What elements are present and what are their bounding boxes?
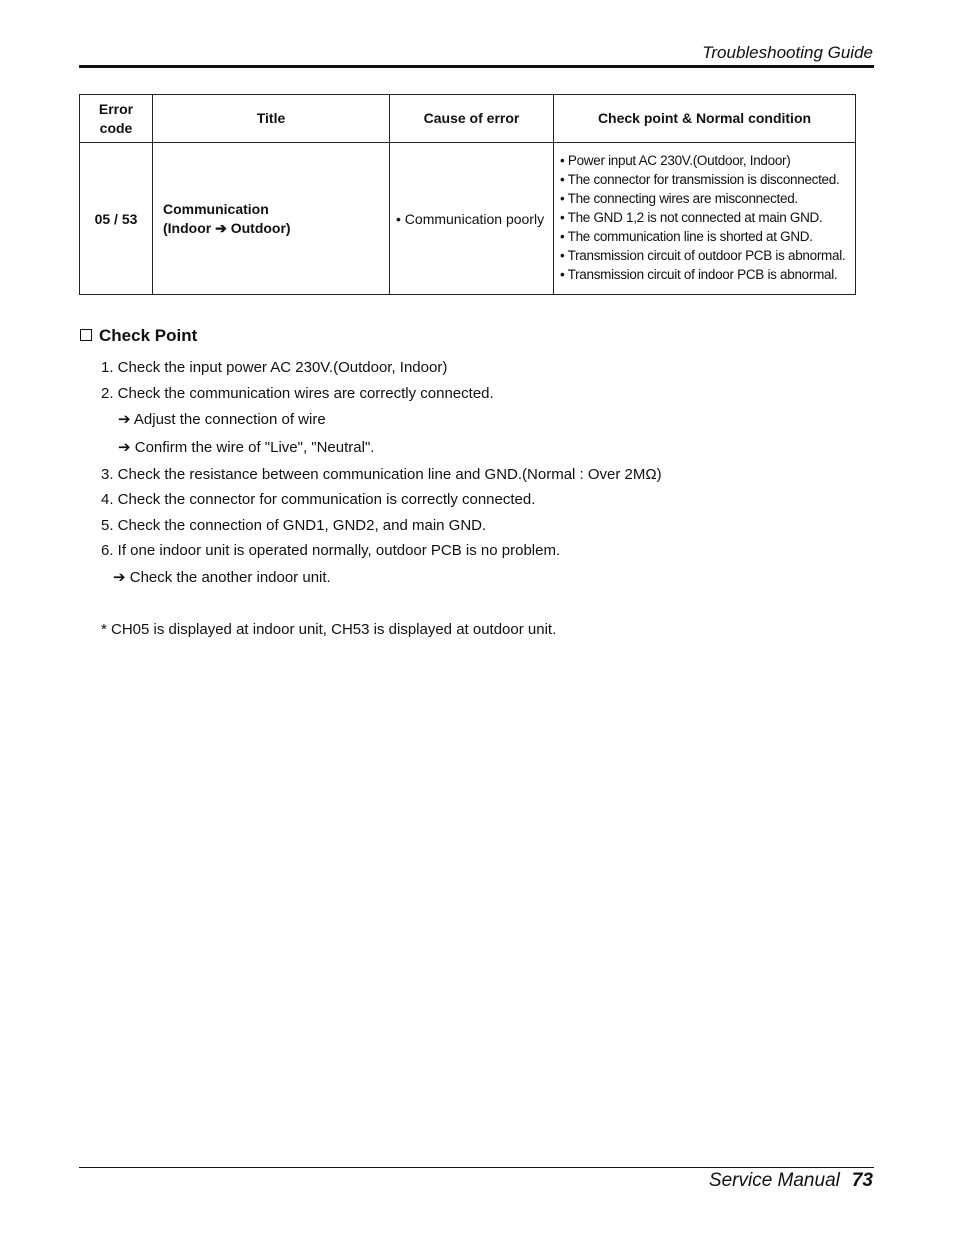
header-check: Check point & Normal condition [554, 95, 856, 143]
check-item: • The communication line is shorted at GND. [560, 228, 813, 244]
title-line1: Communication [163, 200, 269, 217]
title-line2: (Indoor ➔ Outdoor) [163, 219, 291, 236]
cause-cell: • Communication poorly [390, 143, 554, 295]
check-step: 4. Check the connector for communication is correctly connected. [101, 491, 536, 508]
check-item: • Transmission circuit of indoor PCB is abnormal. [560, 266, 838, 282]
header-rule [79, 65, 874, 68]
page-number: 73 [851, 1170, 873, 1191]
check-step: 1. Check the input power AC 230V.(Outdoor, Indoor) [101, 359, 448, 376]
table-header-row [80, 95, 856, 143]
checkbox-square-icon [80, 329, 92, 341]
table-row [80, 143, 856, 295]
check-step: 3. Check the resistance between communication line and GND.(Normal : Over 2MΩ) [101, 466, 662, 483]
footnote: * CH05 is displayed at indoor unit, CH53 is displayed at outdoor unit. [101, 621, 557, 638]
check-item: • The GND 1,2 is not connected at main GND. [560, 210, 823, 226]
check-substep: ➔ Adjust the connection of wire [118, 411, 326, 428]
header-title: Title [153, 95, 390, 143]
page-header-title: Troubleshooting Guide [702, 43, 873, 62]
header-code-line2: code [99, 119, 133, 136]
error-table [79, 94, 856, 295]
header-error-code [80, 95, 153, 143]
footer-rule [79, 1167, 874, 1168]
header-code-line1: Error [98, 100, 134, 117]
check-item: • The connector for transmission is disconnected. [560, 172, 840, 188]
error-code-cell: 05 / 53 [80, 143, 153, 295]
footer-label: Service Manual [708, 1170, 840, 1191]
check-substep: ➔ Check the another indoor unit. [113, 569, 331, 586]
title-cell [153, 143, 390, 295]
check-substep: ➔ Confirm the wire of "Live", "Neutral". [118, 439, 375, 456]
page-footer [709, 1170, 873, 1192]
check-step: 2. Check the communication wires are correctly connected. [101, 385, 494, 402]
check-step: 5. Check the connection of GND1, GND2, and main GND. [101, 517, 487, 534]
header-cause: Cause of error [390, 95, 554, 143]
check-point-heading [80, 326, 197, 346]
check-item: • Transmission circuit of outdoor PCB is abnormal. [560, 247, 846, 263]
check-point-heading-text: Check Point [99, 326, 198, 345]
check-item: • Power input AC 230V.(Outdoor, Indoor) [560, 153, 791, 169]
check-cell [554, 143, 856, 295]
check-step: 6. If one indoor unit is operated normally, outdoor PCB is no problem. [101, 542, 561, 559]
check-item: • The connecting wires are misconnected. [560, 191, 798, 207]
